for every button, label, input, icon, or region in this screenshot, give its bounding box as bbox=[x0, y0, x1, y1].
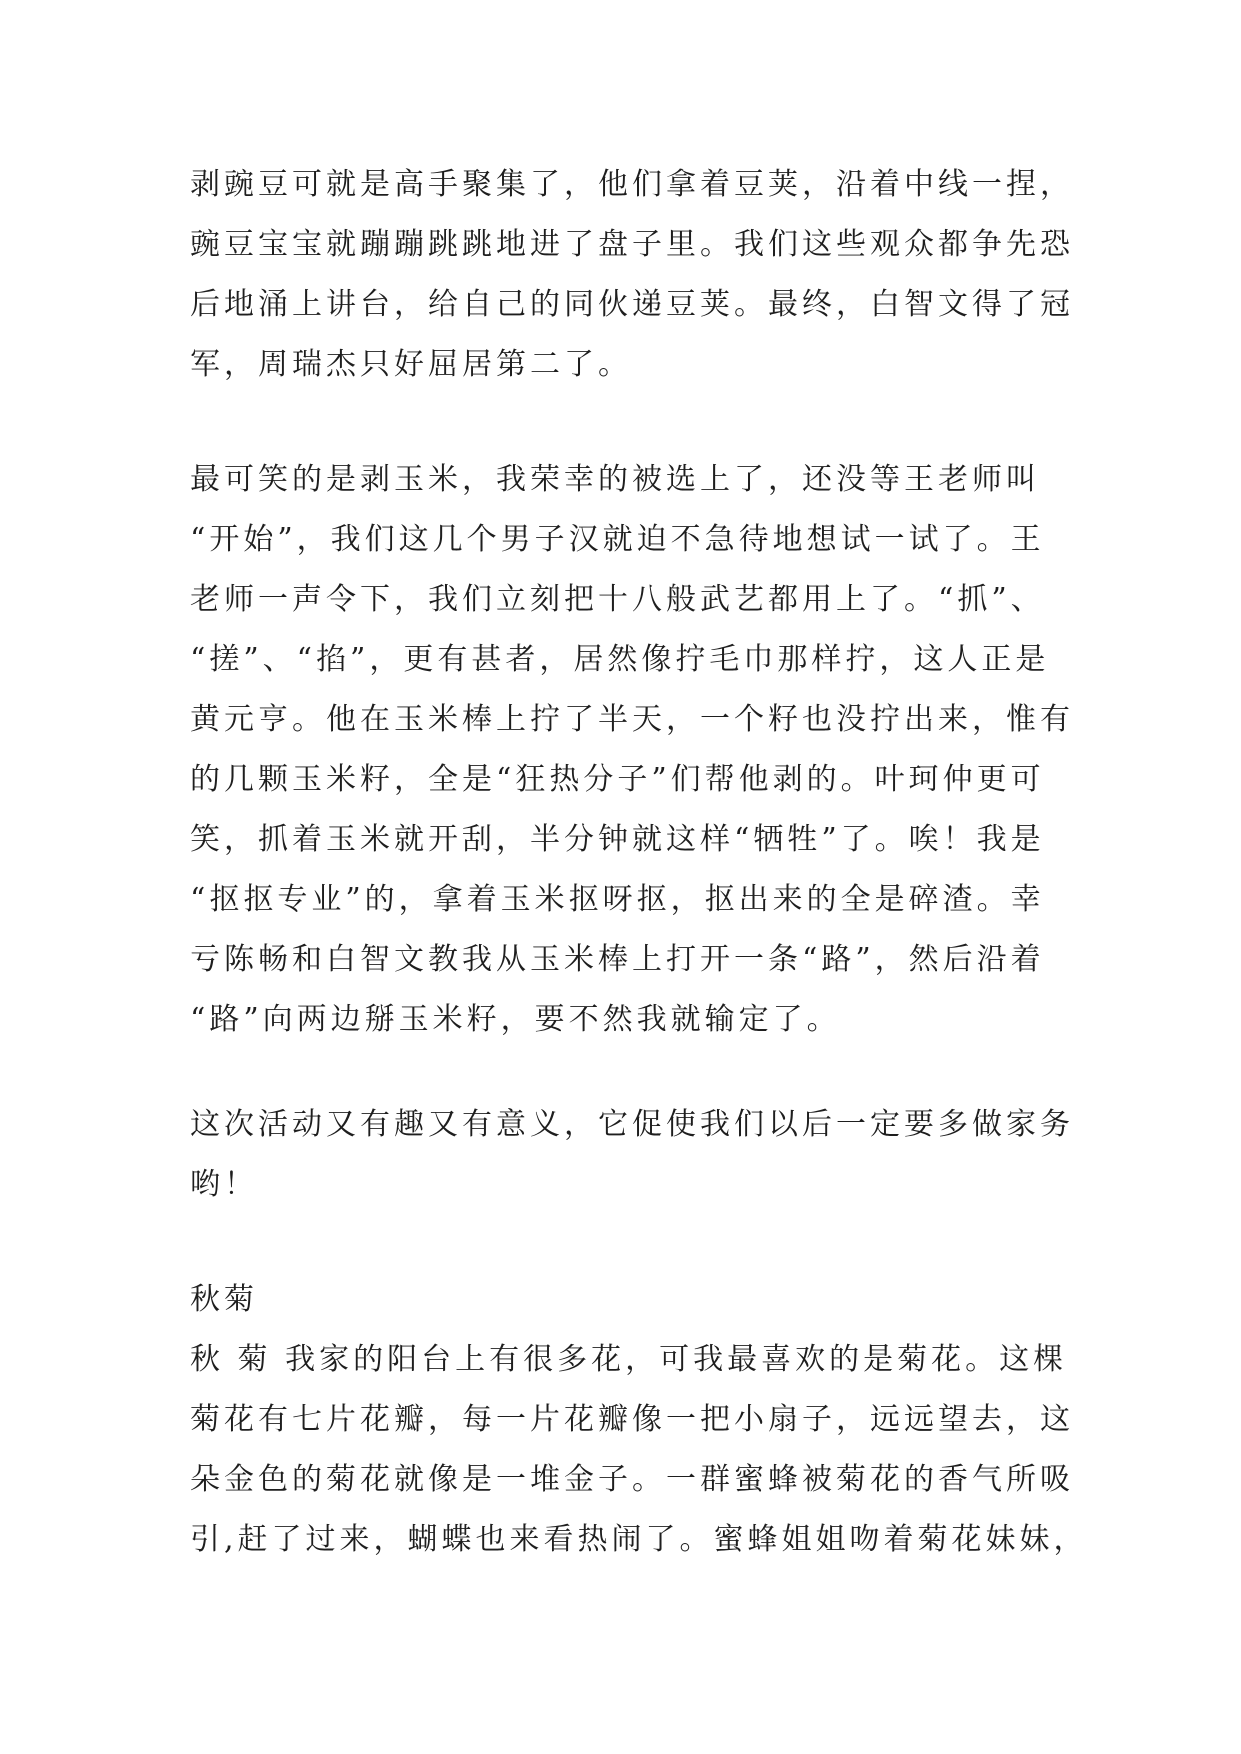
paragraph-line: 亏陈畅和白智文教我从玉米棒上打开一条“路”，然后沿着 bbox=[190, 942, 1045, 977]
paragraph-line: 豌豆宝宝就蹦蹦跳跳地进了盘子里。我们这些观众都争先恐 bbox=[190, 227, 1074, 262]
paragraph-line: “路”向两边掰玉米籽，要不然我就输定了。 bbox=[190, 1002, 841, 1037]
paragraph-line: 笑，抓着玉米就开刮，半分钟就这样“牺牲”了。唉！我是 bbox=[190, 822, 1045, 857]
paragraph-line: 哟！ bbox=[190, 1167, 258, 1202]
paragraph-line: “开始”，我们这几个男子汉就迫不急待地想试一试了。王 bbox=[190, 522, 1045, 557]
paragraph-line: 军，周瑞杰只好屈居第二了。 bbox=[190, 347, 632, 382]
paragraph-line: 最可笑的是剥玉米，我荣幸的被选上了，还没等王老师叫 bbox=[190, 462, 1040, 497]
paragraph-line: 后地涌上讲台，给自己的同伙递豆荚。最终，白智文得了冠 bbox=[190, 287, 1074, 322]
paragraph-line: 黄元亨。他在玉米棒上拧了半天，一个籽也没拧出来，惟有 bbox=[190, 702, 1074, 737]
paragraph-conclusion bbox=[190, 1095, 1074, 1215]
paragraph-line: “搓”、“掐”，更有甚者，居然像拧毛巾那样拧，这人正是 bbox=[190, 642, 1050, 677]
paragraph-line: 老师一声令下，我们立刻把十八般武艺都用上了。“抓”、 bbox=[190, 582, 1045, 617]
paragraph-chrysanthemum bbox=[190, 1330, 1088, 1570]
paragraph-line: 朵金色的菊花就像是一堆金子。一群蜜蜂被菊花的香气所吸 bbox=[190, 1462, 1074, 1497]
paragraph-peas bbox=[190, 155, 1074, 395]
paragraph-line: 菊花有七片花瓣，每一片花瓣像一把小扇子，远远望去，这 bbox=[190, 1402, 1074, 1437]
paragraph-line: 这次活动又有趣又有意义，它促使我们以后一定要多做家务 bbox=[190, 1107, 1074, 1142]
paragraph-line: 的几颗玉米籽，全是“狂热分子”们帮他剥的。叶珂仲更可 bbox=[190, 762, 1045, 797]
section-title-text: 秋菊 bbox=[190, 1282, 258, 1317]
paragraph-corn bbox=[190, 450, 1074, 1050]
paragraph-line: 剥豌豆可就是高手聚集了，他们拿着豆荚，沿着中线一捏， bbox=[190, 167, 1074, 202]
paragraph-line: 引,赶了过来，蝴蝶也来看热闹了。蜜蜂姐姐吻着菊花妹妹， bbox=[190, 1522, 1088, 1557]
section-title bbox=[190, 1270, 1070, 1330]
paragraph-line: 秋 菊 我家的阳台上有很多花，可我最喜欢的是菊花。这棵 bbox=[190, 1342, 1068, 1377]
paragraph-line: “抠抠专业”的，拿着玉米抠呀抠，抠出来的全是碎渣。幸 bbox=[190, 882, 1045, 917]
